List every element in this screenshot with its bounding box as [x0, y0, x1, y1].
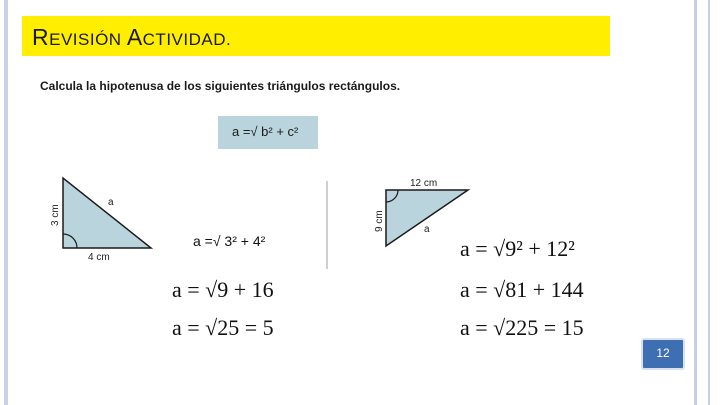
right-hypotenuse-label: a: [424, 224, 430, 235]
left-vertical-leg-label: 3 cm: [50, 204, 61, 226]
left-horizontal-leg-label: 4 cm: [88, 252, 110, 263]
left-hypotenuse-label: a: [108, 197, 114, 208]
left-border-rule: [4, 0, 8, 405]
right-triangle-shape: [386, 190, 468, 246]
left-step-1: a =√ 3² + 4²: [193, 233, 266, 249]
right-step-1: a = √9² + 12²: [460, 236, 575, 261]
left-step-3: a = √25 = 5: [172, 315, 274, 340]
column-divider: [326, 181, 328, 269]
left-triangle-figure: [55, 172, 165, 258]
right-vertical-leg-label: 9 cm: [374, 210, 385, 232]
left-step-2: a = √9 + 16: [172, 277, 274, 302]
pythagoras-formula: a =√ b² + c²: [232, 124, 299, 139]
page-number: 12: [656, 346, 670, 360]
right-step-2: a = √81 + 144: [460, 277, 584, 302]
right-step-3: a = √225 = 15: [460, 315, 584, 340]
right-triangle-figure: [380, 186, 472, 250]
right-horizontal-leg-label: 12 cm: [410, 178, 438, 189]
instruction-text: Calcula la hipotenusa de los siguientes triángulos rectángulos.: [40, 79, 401, 93]
right-border-rule-thin: [708, 0, 710, 405]
left-triangle-shape: [63, 178, 151, 248]
slide-title: REVISIÓN ACTIVIDAD.: [32, 24, 232, 50]
right-border-rule: [694, 0, 697, 405]
